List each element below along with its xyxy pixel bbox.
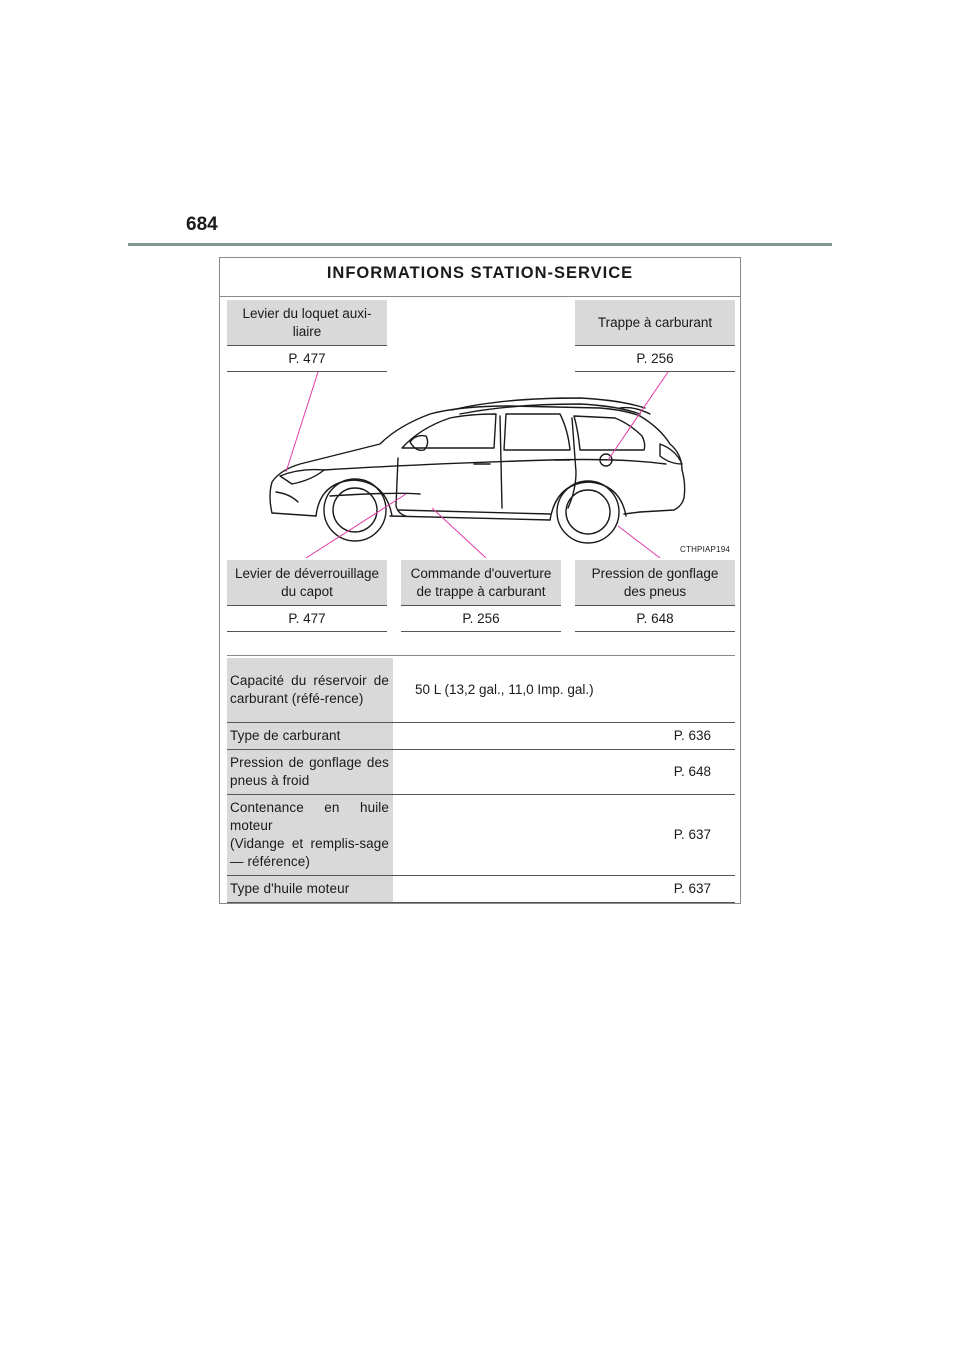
section-title: INFORMATIONS STATION-SERVICE bbox=[326, 264, 634, 282]
table-row bbox=[227, 749, 735, 794]
callout-tire-pressure-ref[interactable]: P. 648 bbox=[575, 605, 735, 632]
callout-auxiliary-latch-label: Levier du loquet auxi- liaire bbox=[227, 300, 387, 345]
callout-fuel-door-ref[interactable]: P. 256 bbox=[575, 345, 735, 372]
callout-fuel-door-label: Trappe à carburant bbox=[575, 300, 735, 345]
table-row bbox=[227, 658, 735, 722]
fuel-info-panel bbox=[219, 257, 741, 904]
callout-hood-release-ref[interactable]: P. 477 bbox=[227, 605, 387, 632]
spec-value[interactable]: P. 637 bbox=[393, 875, 735, 902]
callout-hood-release-label: Levier de déverrouillage du capot bbox=[227, 560, 387, 605]
spec-value: 50 L (13,2 gal., 11,0 Imp. gal.) bbox=[393, 658, 735, 722]
figure-code: CTHPIAP194 bbox=[680, 545, 731, 554]
callout-auxiliary-latch-ref[interactable]: P. 477 bbox=[227, 345, 387, 372]
table-row bbox=[227, 875, 735, 902]
table-row bbox=[227, 794, 735, 875]
spec-value[interactable]: P. 637 bbox=[393, 794, 735, 875]
spec-value[interactable]: P. 636 bbox=[393, 722, 735, 749]
spec-label: Type d'huile moteur bbox=[227, 875, 393, 902]
callout-fuel-door-opener-ref[interactable]: P. 256 bbox=[401, 605, 561, 632]
callout-fuel-door-opener-label: Commande d'ouverture de trappe à carburant bbox=[401, 560, 561, 605]
spec-table bbox=[227, 658, 735, 903]
page-number: 684 bbox=[186, 214, 218, 235]
header-rule bbox=[128, 243, 832, 246]
table-top-rule bbox=[227, 655, 735, 656]
callout-tire-pressure-label: Pression de gonflage des pneus bbox=[575, 560, 735, 605]
spec-label: Type de carburant bbox=[227, 722, 393, 749]
spec-label: Contenance en huile moteur (Vidange et remplis-sage — référence) bbox=[227, 794, 393, 875]
table-row bbox=[227, 722, 735, 749]
spec-value[interactable]: P. 648 bbox=[393, 749, 735, 794]
car-illustration bbox=[220, 258, 740, 558]
spec-label: Capacité du réservoir de carburant (réfé-rence) bbox=[227, 658, 393, 722]
spec-label: Pression de gonflage des pneus à froid bbox=[227, 749, 393, 794]
